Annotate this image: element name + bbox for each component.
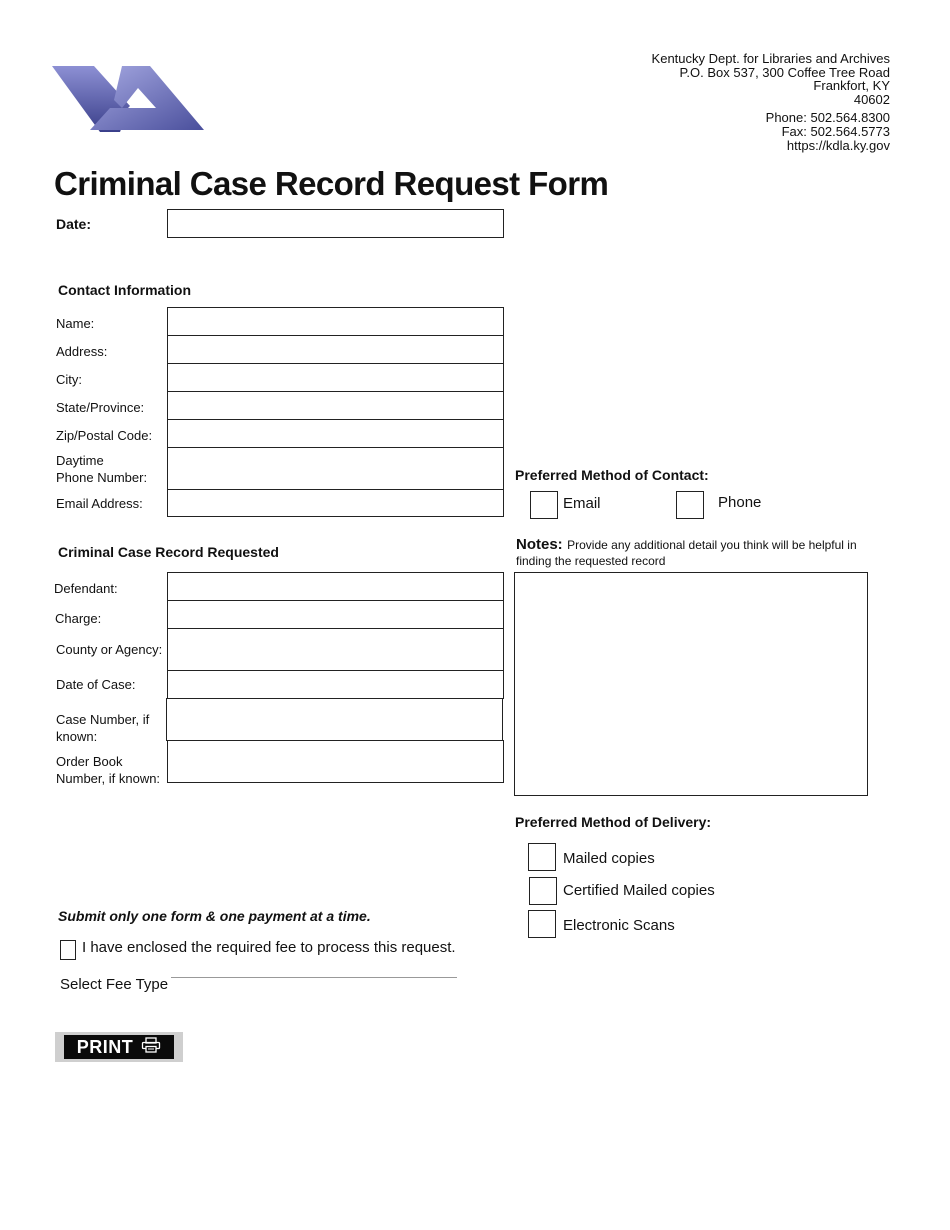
case-number-label: Case Number, if known: [56, 712, 150, 744]
county-label: County or Agency: [56, 642, 163, 657]
email-field[interactable] [167, 489, 504, 517]
agency-address-block [652, 52, 890, 152]
delivery-certified-checkbox[interactable] [529, 877, 557, 905]
notes-header [516, 537, 876, 569]
date-of-case-label: Date of Case: [56, 677, 136, 692]
zip-field[interactable] [167, 419, 504, 448]
state-field[interactable] [167, 391, 504, 420]
order-book-label: Order Book Number, if known: [56, 754, 161, 786]
agency-city-state: Frankfort, KY [813, 78, 890, 94]
record-heading: Criminal Case Record Requested [58, 544, 279, 560]
delivery-scans-label: Electronic Scans [563, 917, 675, 934]
notes-hint-2: finding the requested record [516, 554, 666, 568]
agency-phone: Phone: 502.564.8300 [765, 110, 890, 126]
notes-field[interactable] [514, 572, 868, 796]
agency-fax: Fax: 502.564.5773 [781, 123, 890, 139]
delivery-mailed-checkbox[interactable] [528, 843, 556, 871]
agency-zip: 40602 [853, 91, 890, 107]
notes-label: Notes: [516, 536, 563, 553]
order-book-field[interactable] [167, 740, 504, 783]
email-label: Email Address: [56, 496, 143, 511]
date-label: Date: [56, 216, 92, 232]
printer-icon [141, 1037, 161, 1058]
phone-label: Daytime Phone Number: [56, 453, 148, 485]
address-field[interactable] [167, 335, 504, 364]
agency-street: P.O. Box 537, 300 Coffee Tree Road [679, 64, 890, 80]
print-button[interactable] [55, 1032, 183, 1062]
date-field[interactable] [167, 209, 504, 238]
delivery-mailed-label: Mailed copies [563, 850, 655, 867]
defendant-field[interactable] [167, 572, 504, 601]
city-field[interactable] [167, 363, 504, 392]
defendant-label: Defendant: [54, 581, 118, 596]
contact-email-checkbox[interactable] [530, 491, 558, 519]
charge-field[interactable] [167, 600, 504, 629]
agency-name: Kentucky Dept. for Libraries and Archives [651, 51, 890, 66]
kdla-logo [52, 64, 206, 134]
charge-label: Charge: [55, 611, 102, 626]
city-label: City: [56, 372, 82, 387]
name-field[interactable] [167, 307, 504, 336]
submit-note: Submit only one form & one payment at a time. [58, 908, 371, 924]
delivery-certified-label: Certified Mailed copies [563, 882, 715, 899]
notes-hint-1: Provide any additional detail you think will be helpful in [567, 538, 857, 552]
fee-enclosed-label: I have enclosed the required fee to process this request. [82, 939, 456, 956]
agency-url[interactable]: https://kdla.ky.gov [786, 137, 890, 153]
county-field[interactable] [167, 628, 504, 671]
date-of-case-field[interactable] [167, 670, 504, 699]
zip-label: Zip/Postal Code: [56, 428, 153, 443]
fee-type-label: Select Fee Type [60, 976, 169, 993]
delivery-scans-checkbox[interactable] [528, 910, 556, 938]
state-label: State/Province: [56, 400, 145, 415]
fee-type-select[interactable] [171, 960, 457, 978]
address-label: Address: [56, 344, 108, 359]
delivery-heading: Preferred Method of Delivery: [515, 814, 712, 830]
fee-enclosed-checkbox[interactable] [60, 940, 76, 960]
fee-type-underline [171, 977, 457, 978]
contact-heading: Contact Information [58, 282, 191, 298]
contact-phone-checkbox[interactable] [676, 491, 704, 519]
contact-phone-label: Phone [718, 494, 762, 511]
form-title: Criminal Case Record Request Form [54, 165, 609, 202]
preferred-contact-heading: Preferred Method of Contact: [515, 467, 709, 483]
phone-field[interactable] [167, 447, 504, 490]
contact-email-label: Email [563, 495, 601, 512]
name-label: Name: [56, 316, 95, 331]
print-label: PRINT [76, 1036, 134, 1057]
case-number-field[interactable] [166, 698, 503, 741]
